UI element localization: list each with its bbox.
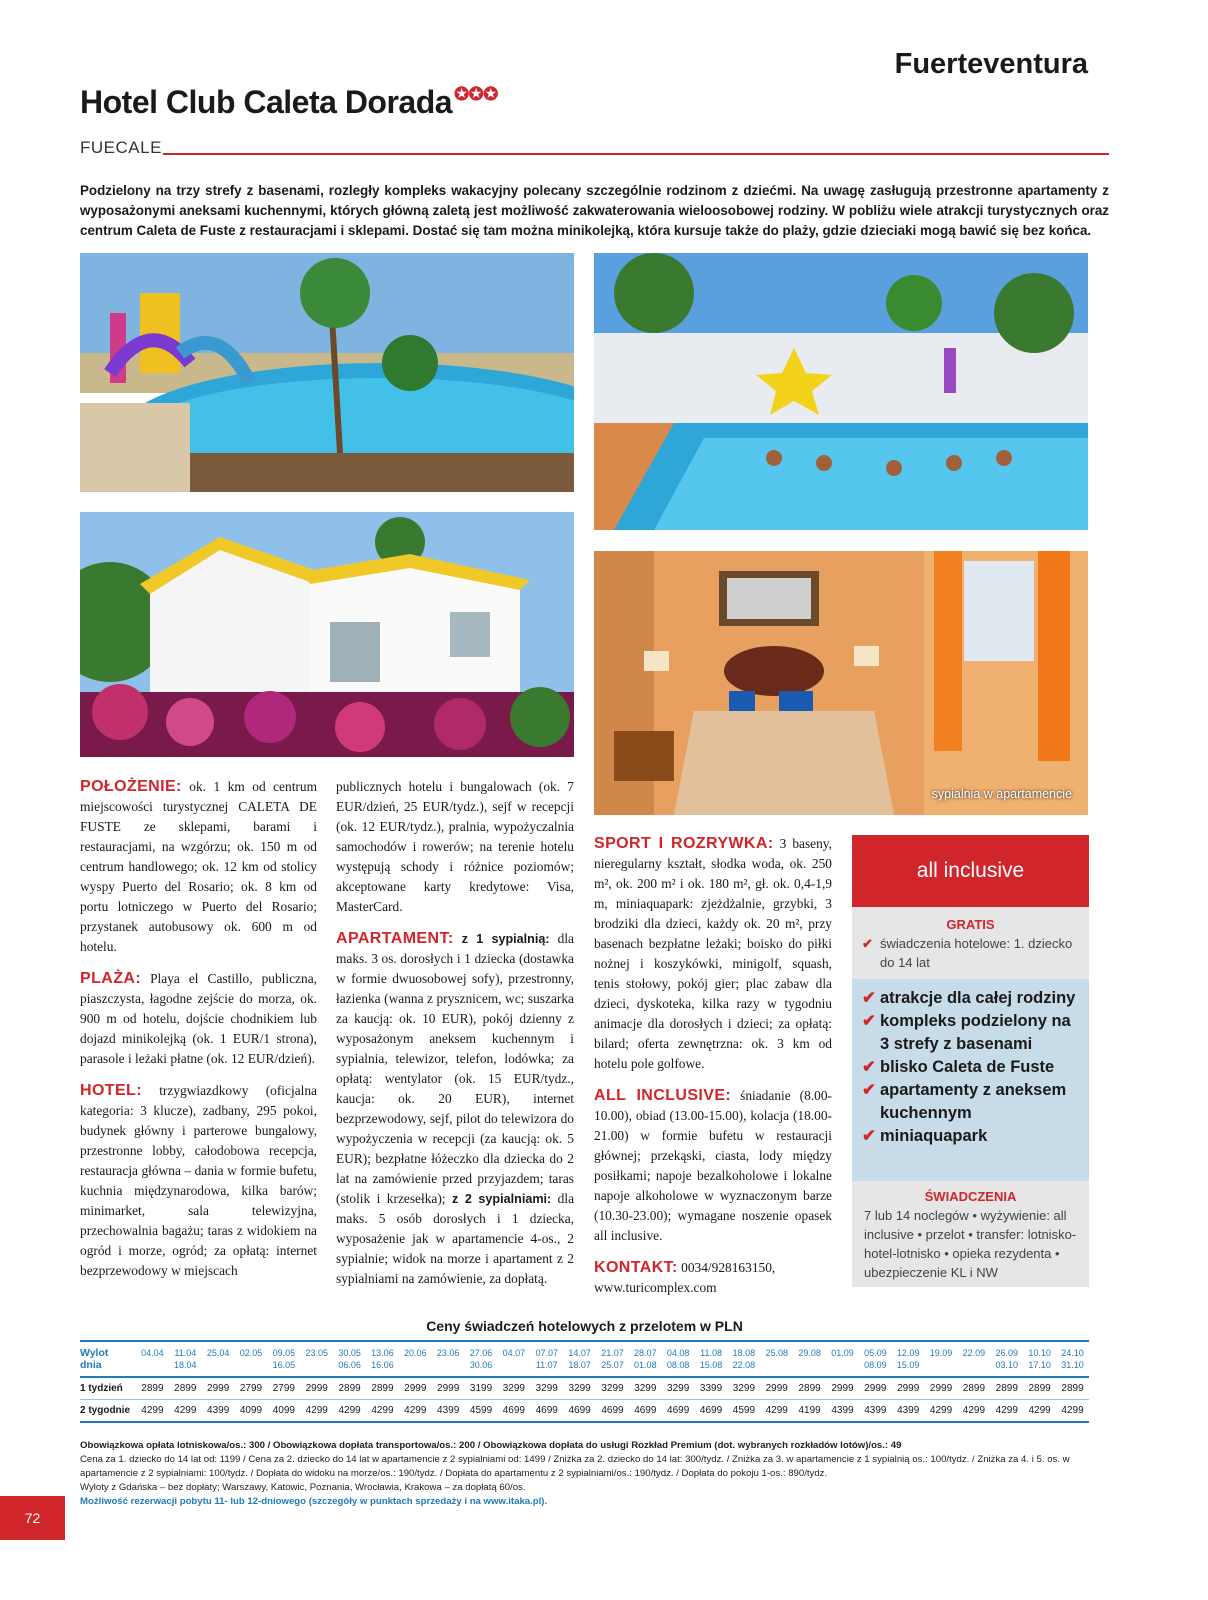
hotel-code: FUECALE: [80, 138, 162, 157]
departure-date: 19.09: [925, 1341, 958, 1377]
hotel-name: Hotel Club Caleta Dorada: [80, 84, 453, 120]
departure-date: 04.08 08.08: [662, 1341, 695, 1377]
price-cell: 4299: [1056, 1400, 1089, 1423]
check-icon: ✔: [862, 989, 876, 1007]
info-box: [852, 835, 1089, 1287]
departure-date: 30.05 06.06: [333, 1341, 366, 1377]
feature-text: apartamenty z aneksem kuchennym: [880, 1081, 1067, 1122]
gratis-panel: [852, 907, 1089, 979]
price-cell: 4399: [892, 1400, 925, 1423]
price-cell: 3299: [629, 1377, 662, 1400]
feature-text: blisko Caleta de Fuste: [880, 1058, 1055, 1076]
price-cell: 2899: [136, 1377, 169, 1400]
price-cell: 2999: [826, 1377, 859, 1400]
departure-date: 11.04 18.04: [169, 1341, 202, 1377]
gratis-title: GRATIS: [946, 917, 995, 932]
price-cell: 4299: [990, 1400, 1023, 1423]
price-cell: 4699: [695, 1400, 728, 1423]
price-cell: 4399: [202, 1400, 235, 1423]
price-cell: 4599: [727, 1400, 760, 1423]
departure-date: 20.06: [399, 1341, 432, 1377]
feature-item: [862, 1079, 1079, 1125]
section-polozenie: [80, 777, 317, 957]
section-sport: [594, 834, 832, 1074]
price-cell: 3299: [662, 1377, 695, 1400]
price-cell: 2999: [760, 1377, 793, 1400]
apartament-text2: dla maks. 5 osób dorosłych i 1 dziecka, wyposażenie jak w apartamencie 4-os., 2 sypialnie; widok na morze i apartament z 2 sypialniami na zamówienie, za dopłatą.: [336, 1191, 575, 1286]
price-notes: [80, 1439, 1089, 1509]
feature-item: [862, 1010, 1079, 1056]
price-cell: 4299: [925, 1400, 958, 1423]
price-cell: 4399: [826, 1400, 859, 1423]
photo-kids-pool: [594, 253, 1088, 530]
photo-bungalows: [80, 512, 574, 757]
page-number: 72: [0, 1496, 65, 1540]
column-2: [336, 777, 574, 1301]
price-cell: 4599: [465, 1400, 498, 1423]
departure-date: 24.10 31.10: [1056, 1341, 1089, 1377]
check-icon: ✔: [862, 1058, 876, 1076]
price-row-label: 2 tygodnie: [80, 1400, 136, 1423]
section-hotel-continued: publicznych hotelu i bungalowach (ok. 7 EUR/dzień, 25 EUR/tydz.), sejf w recepcji (ok. 12 EUR/tydz.), pralnia, wypożyczalnia samochodów i rowerów; na terenie hotelu występują schody i różnice poziomów; akceptowane karty kredytowe: Visa, MasterCard.: [336, 779, 574, 914]
section-heading: KONTAKT:: [594, 1259, 678, 1276]
departure-date: 21.07 25.07: [596, 1341, 629, 1377]
departure-date: 02.05: [235, 1341, 268, 1377]
departure-date: 27.06 30.06: [465, 1341, 498, 1377]
apartament-sub2: z 2 sypialniami:: [451, 1192, 552, 1206]
departure-date: 14.07 18.07: [563, 1341, 596, 1377]
check-icon: ✔: [862, 1012, 876, 1030]
note-fees: Obowiązkowa opłata lotniskowa/os.: 300 / Obowiązkowa dopłata transportowa/os.: 200 / Obowiązkowa dopłata do usługi Rozkład Premium (dot. wybranych rozkładów lotów)/os.: 49: [80, 1440, 902, 1451]
departure-date: 29.08: [793, 1341, 826, 1377]
hotel-title: [80, 84, 498, 121]
price-cell: 2799: [267, 1377, 300, 1400]
note-reservation: Możliwość rezerwacji pobytu 11- lub 12-dniowego (szczegóły w punktach sprzedaży i na www.itaka.pl).: [80, 1496, 548, 1507]
price-cell: 2999: [202, 1377, 235, 1400]
price-cell: 3299: [596, 1377, 629, 1400]
price-cell: 3299: [497, 1377, 530, 1400]
departure-date: 05.09 08.09: [859, 1341, 892, 1377]
section-text: trzygwiazdkowy (oficjalna kategoria: 3 klucze), zadbany, 295 pokoi, budynek główny i parterowe bungalowy, przestronne lobby, całodobowa recepcja, restauracja główna – dania w formie bufetu, kuchnia międzynarodowa, kilka barów; minimarket, sala telewizyjna, przechowalnia bagażu; taras z widokiem na ogród i morze, ogród; za opłatą: internet bezprzewodowy w miejscach: [80, 1083, 317, 1278]
price-row: [80, 1377, 1089, 1400]
photo-caption: sypialnia w apartamencie: [931, 787, 1072, 801]
price-cell: 3299: [530, 1377, 563, 1400]
departure-date: 07.07 11.07: [530, 1341, 563, 1377]
contact-website[interactable]: www.turicomplex.com: [594, 1280, 717, 1295]
check-icon: ✔: [862, 1081, 876, 1099]
departure-date: 22.09: [957, 1341, 990, 1377]
departure-date: 01.09: [826, 1341, 859, 1377]
intro-paragraph: Podzielony na trzy strefy z basenami, rozległy kompleks wakacyjny polecany szczególnie rodzinom z dziećmi. Na uwagę zasługują przestronne apartamenty z wyposażonymi aneksami kuchennymi, których główną zaletą jest możliwość zakwaterowania wieloosobowej rodziny. W pobliżu wiele atrakcji turystycznych oraz centrum Caleta de Fuste z restauracjami i sklepami. Dostać się tam można minikolejką, która kursuje także do plaży, gdzie dzieciaki mogą bawić się bez końca.: [80, 183, 1109, 238]
apartament-text1: dla maks. 3 os. dorosłych i 1 dziecka (dostawka w formie dwuosobowej sofy), przestronny, łazienka (wanna z prysznicem, wc; suszarka za kaucją: ok. 10 EUR), pokój dzienny z wyposażonym aneksem kuchennym i sypialnia, telewizor, telefon, lodówka; za opłatą: wentylator (ok. 15 EUR/tydz., kaucja: ok. 20 EUR), internet bezprzewodowy, sejf, pilot do telewizora do wypożyczenia w recepcji (za kaucją: ok. 5 EUR); bezpłatne łóżeczko dla dziecka do 2 lat na zamówienie przed przyjazdem; taras (stolik i krzesełka);: [336, 931, 574, 1206]
departure-date: 26.09 03.10: [990, 1341, 1023, 1377]
price-table-title: Ceny świadczeń hotelowych z przelotem w PLN: [426, 1318, 743, 1334]
date-label-line: Wylot: [80, 1347, 109, 1359]
price-cell: 2899: [1056, 1377, 1089, 1400]
section-text: śniadanie (8.00-10.00), obiad (13.00-15.00), kolacja (18.00-21.00) w formie bufetu w restauracji głównej; przekąski, ciasta, lody między posiłkami; napoje bezalkoholowe i lokalne napoje alkoholowe w wyznaczonym barze (10.30-23.00); wymagane noszenie opasek all inclusive.: [594, 1088, 832, 1243]
section-apartament: [336, 929, 574, 1289]
price-cell: 4299: [366, 1400, 399, 1423]
price-cell: 4299: [169, 1400, 202, 1423]
services-title: ŚWIADCZENIA: [924, 1189, 1017, 1204]
section-heading: PLAŻA:: [80, 970, 142, 987]
price-cell: 2899: [169, 1377, 202, 1400]
date-label-line: dnia: [80, 1359, 102, 1371]
price-cell: 4399: [859, 1400, 892, 1423]
feature-text: miniaquapark: [880, 1127, 988, 1145]
section-plaza: [80, 969, 317, 1069]
feature-text: kompleks podzielony na 3 strefy z basenami: [880, 1012, 1071, 1053]
price-cell: 4299: [136, 1400, 169, 1423]
departure-date: 18.08 22.08: [727, 1341, 760, 1377]
price-cell: 4299: [300, 1400, 333, 1423]
feature-item: [862, 987, 1079, 1010]
check-icon: ✔: [862, 1127, 876, 1145]
price-cell: 4299: [333, 1400, 366, 1423]
price-cell: 4699: [563, 1400, 596, 1423]
price-cell: 4199: [793, 1400, 826, 1423]
date-row-label: [80, 1341, 136, 1377]
features-panel: [852, 979, 1089, 1181]
section-heading: POŁOŻENIE:: [80, 778, 182, 795]
apartament-sub1: z 1 sypialnią:: [461, 932, 550, 946]
price-cell: 2999: [399, 1377, 432, 1400]
note-departures: Wyloty z Gdańska – bez dopłaty; Warszawy, Katowic, Poznania, Wrocławia, Krakowa – za dopłatą 60/os.: [80, 1482, 526, 1493]
feature-item: [862, 1056, 1079, 1079]
departure-date: 09.05 16.05: [267, 1341, 300, 1377]
section-heading: HOTEL:: [80, 1082, 142, 1099]
section-text: Playa el Castillo, publiczna, piaszczysta, łagodne zejście do morza, ok. 900 m od hotelu, dojście chodnikiem lub dojazd minikolejką (ok. 1 EUR/1 strona), parasole i leżaki płatne (ok. 12 EUR/dzień).: [80, 971, 317, 1066]
price-table: [80, 1340, 1089, 1423]
price-cell: 2999: [300, 1377, 333, 1400]
price-cell: 4099: [267, 1400, 300, 1423]
rating-stars: ✪✪✪: [454, 84, 498, 104]
price-cell: 4399: [432, 1400, 465, 1423]
price-cell: 4099: [235, 1400, 268, 1423]
departure-date: 10.10 17.10: [1023, 1341, 1056, 1377]
price-cell: 4299: [399, 1400, 432, 1423]
note-discounts: Cena za 1. dziecko do 14 lat od: 1199 / Cena za 2. dziecko do 14 lat w apartamencie z 2 sypialniami od: 1499 / Zniżka za 2. dziecko do 14 lat: 300/tydz. / Zniżka za 3. w apartamencie z 1 sypialnią os.: 100/tydz. / Zniżka za 4. i 5. os. w apartamencie z 2 sypialniami: 100/tydz. / Dopłata do widoku na morze/os.: 190/tydz. / Dopłata do apartamentu z 2 sypialniami/os.: 190/tydz. / Dopłata do pokoju 1-os.: 890/tydz.: [80, 1454, 1070, 1479]
section-text: 3 baseny, nieregularny kształt, słodka woda, ok. 250 m², ok. 200 m² i ok. 180 m², gł. ok. 0,4-1,9 m, miniaquapark: zjeżdżalnie, grzybki, 3 brodziki dla dzieci, każdy ok. 20 m², przy basenach bezpłatne leżaki; boisko do piłki nożnej i koszykówki, minigolf, squash, tenis stołowy, pokój gier; plac zabaw dla dzieci, dyskoteka, kilka razy w tygodniu animacje dla dorosłych i dzieci; za opłatą: bilard; oferta zewnętrzna: ok. 3 km od hotelu pole golfowe.: [594, 836, 832, 1071]
price-cell: 2899: [366, 1377, 399, 1400]
price-cell: 4299: [760, 1400, 793, 1423]
departure-date: 04.07: [497, 1341, 530, 1377]
section-heading: APARTAMENT:: [336, 930, 454, 947]
price-cell: 2899: [990, 1377, 1023, 1400]
price-cell: 3399: [695, 1377, 728, 1400]
price-cell: 2899: [333, 1377, 366, 1400]
price-cell: 2999: [925, 1377, 958, 1400]
destination-name: Fuerteventura: [894, 48, 1088, 80]
price-cell: 2999: [859, 1377, 892, 1400]
column-3: [594, 834, 832, 1310]
feature-item: [862, 1125, 1079, 1148]
departure-date: 25.04: [202, 1341, 235, 1377]
services-text: 7 lub 14 noclegów • wyżywienie: all inclusive • przelot • transfer: lotnisko-hotel-lotnisko • opieka rezydenta • ubezpieczenie KL i NW: [864, 1208, 1077, 1280]
departure-date: 25.08: [760, 1341, 793, 1377]
price-cell: 2899: [957, 1377, 990, 1400]
contact-phone: 0034/928163150,: [681, 1260, 776, 1275]
price-cell: 4699: [530, 1400, 563, 1423]
price-table-section: [80, 1318, 1089, 1423]
photo-pool-slides: [80, 253, 574, 492]
price-row-label: 1 tydzień: [80, 1377, 136, 1400]
departure-date: 23.05: [300, 1341, 333, 1377]
departure-date: 23.06: [432, 1341, 465, 1377]
price-cell: 2999: [432, 1377, 465, 1400]
section-text: ok. 1 km od centrum miejscowości turystycznej CALETA DE FUSTE ze sklepami, barami i restauracjami, na wzgórzu; ok. 150 m od centrum handlowego; ok. 12 km od stolicy wyspy Puerto del Rosario; ok. 8 km od portu lotniczego w Puerto del Rosario; przystanek autobusowy ok. 600 m od hotelu.: [80, 779, 317, 954]
departure-date: 28.07 01.08: [629, 1341, 662, 1377]
price-cell: 4699: [629, 1400, 662, 1423]
check-icon: ✔: [862, 936, 873, 951]
departure-date: 11.08 15.08: [695, 1341, 728, 1377]
header-rule: [163, 153, 1109, 155]
section-heading: ALL INCLUSIVE:: [594, 1087, 732, 1104]
section-all-inclusive: [594, 1086, 832, 1246]
date-row: [80, 1341, 1089, 1377]
photo-bedroom: [594, 551, 1088, 815]
price-cell: 2899: [1023, 1377, 1056, 1400]
feature-text: atrakcje dla całej rodziny: [880, 989, 1076, 1007]
price-cell: 2899: [793, 1377, 826, 1400]
price-cell: 3299: [563, 1377, 596, 1400]
price-cell: 4299: [957, 1400, 990, 1423]
section-hotel: [80, 1081, 317, 1281]
price-cell: 2799: [235, 1377, 268, 1400]
services-panel: [852, 1181, 1089, 1287]
price-cell: 4299: [1023, 1400, 1056, 1423]
section-heading: SPORT I ROZRYWKA:: [594, 835, 774, 852]
price-cell: 4699: [596, 1400, 629, 1423]
gratis-item: świadczenia hotelowe: 1. dziecko do 14 lat: [880, 936, 1073, 970]
price-row: [80, 1400, 1089, 1423]
price-cell: 4699: [662, 1400, 695, 1423]
price-cell: 4699: [497, 1400, 530, 1423]
departure-date: 04.04: [136, 1341, 169, 1377]
departure-date: 12.09 15.09: [892, 1341, 925, 1377]
price-cell: 3199: [465, 1377, 498, 1400]
column-1: [80, 777, 317, 1293]
price-cell: 2999: [892, 1377, 925, 1400]
all-inclusive-label: all inclusive: [852, 835, 1089, 907]
departure-date: 13.06 16.06: [366, 1341, 399, 1377]
section-kontakt: [594, 1258, 832, 1298]
price-cell: 3299: [727, 1377, 760, 1400]
